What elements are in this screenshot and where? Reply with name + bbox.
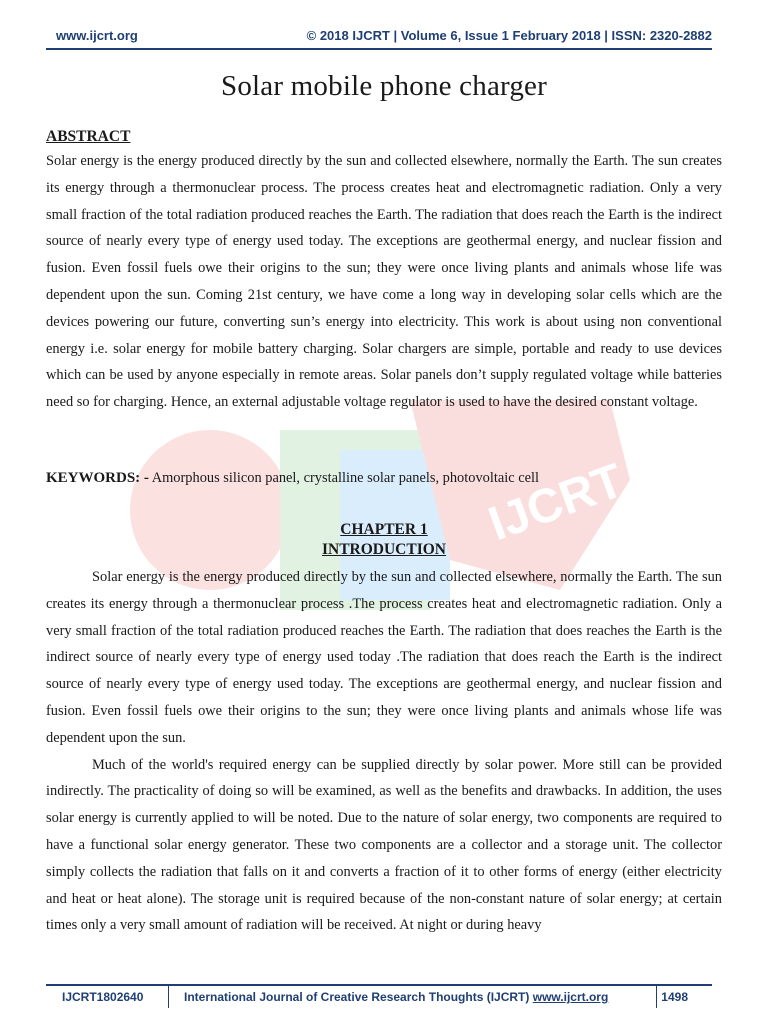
- chapter-heading: [0, 520, 768, 560]
- chapter-title: INTRODUCTION: [321, 541, 446, 558]
- footer-page-number: 1498: [661, 990, 688, 1004]
- footer-journal-name: International Journal of Creative Research Thoughts (IJCRT): [184, 990, 533, 1004]
- watermark-text: IJCRT: [481, 454, 631, 552]
- header-citation: © 2018 IJCRT | Volume 6, Issue 1 February 2018 | ISSN: 2320-2882: [306, 28, 712, 43]
- header-site[interactable]: www.ijcrt.org: [56, 28, 138, 43]
- intro-paragraph-1: Solar energy is the energy produced directly by the sun and collected elsewhere, normally the Earth. The sun creates its energy through a thermonuclear process .The process creates heat and electromagnetic radiation. Only a very small fraction of the total radiation produced reaches the Earth. The radiation that does reaches the Earth is the indirect source of nearly every type of energy used today .The radiation that does reach the Earth is the indirect source of nearly every type of energy used today. The exceptions are geothermal energy, and nuclear fission and fusion. Even fossil fuels owe their origins to the sun; they were once living plants and animals whose life was dependent upon the sun.: [46, 569, 722, 746]
- footer-divider: [168, 986, 169, 1008]
- footer-journal: [184, 990, 608, 1004]
- paper-title: Solar mobile phone charger: [221, 70, 547, 102]
- running-footer: [46, 984, 712, 1008]
- intro-paragraph-2: Much of the world's required energy can be supplied directly by solar power. More still can be provided indirectly. The practicality of doing so will be examined, as well as the benefits and drawbacks. In addition, the uses solar energy is currently applied to will be noted. Due to the nature of solar energy, two components are required to have a functional solar energy generator. These two components are a collector and a storage unit. The collector simply collects the radiation that falls on it and converts a fraction of it to other forms of energy (either electricity and heat or heat alone). The storage unit is required because of the non-constant nature of solar energy; at certain times only a very small amount of radiation will be received. At night or during heavy: [46, 756, 722, 934]
- footer-journal-link[interactable]: www.ijcrt.org: [532, 990, 609, 1004]
- chapter-number: CHAPTER 1: [340, 521, 428, 538]
- abstract-text: Solar energy is the energy produced directly by the sun and collected elsewhere, normally the Earth. The sun creates its energy through a thermonuclear process. The process creates heat and electromagnetic radiation. Only a very small fraction of the total radiation produced reaches the Earth. The radiation that does reach the Earth is the indirect source of nearly every type of energy used today. The exceptions are geothermal energy, and nuclear fission and fusion. Even fossil fuels owe their origins to the sun; they were once living plants and animals whose life was dependent upon the sun. Coming 21st century, we have come a long way in developing solar cells which are the devices powering our future, converting sun’s energy into electricity. This work is about using non conventional energy i.e. solar energy for mobile battery charging. Solar chargers are simple, portable and ready to use devices which can be used by anyone especially in remote areas. Solar panels don’t supply regulated voltage while batteries need so for charging. Hence, an external adjustable voltage regulator is used to have the desired constant voltage.: [46, 153, 722, 411]
- keywords-label: KEYWORDS: -: [46, 470, 149, 486]
- keywords: [46, 470, 722, 487]
- footer-paper-id: IJCRT1802640: [62, 990, 144, 1004]
- introduction: [46, 564, 722, 939]
- abstract-heading: ABSTRACT: [46, 128, 131, 145]
- keywords-text: Amorphous silicon panel, crystalline solar panels, photovoltaic cell: [148, 470, 539, 486]
- footer-divider: [656, 986, 657, 1008]
- running-header: [46, 26, 712, 50]
